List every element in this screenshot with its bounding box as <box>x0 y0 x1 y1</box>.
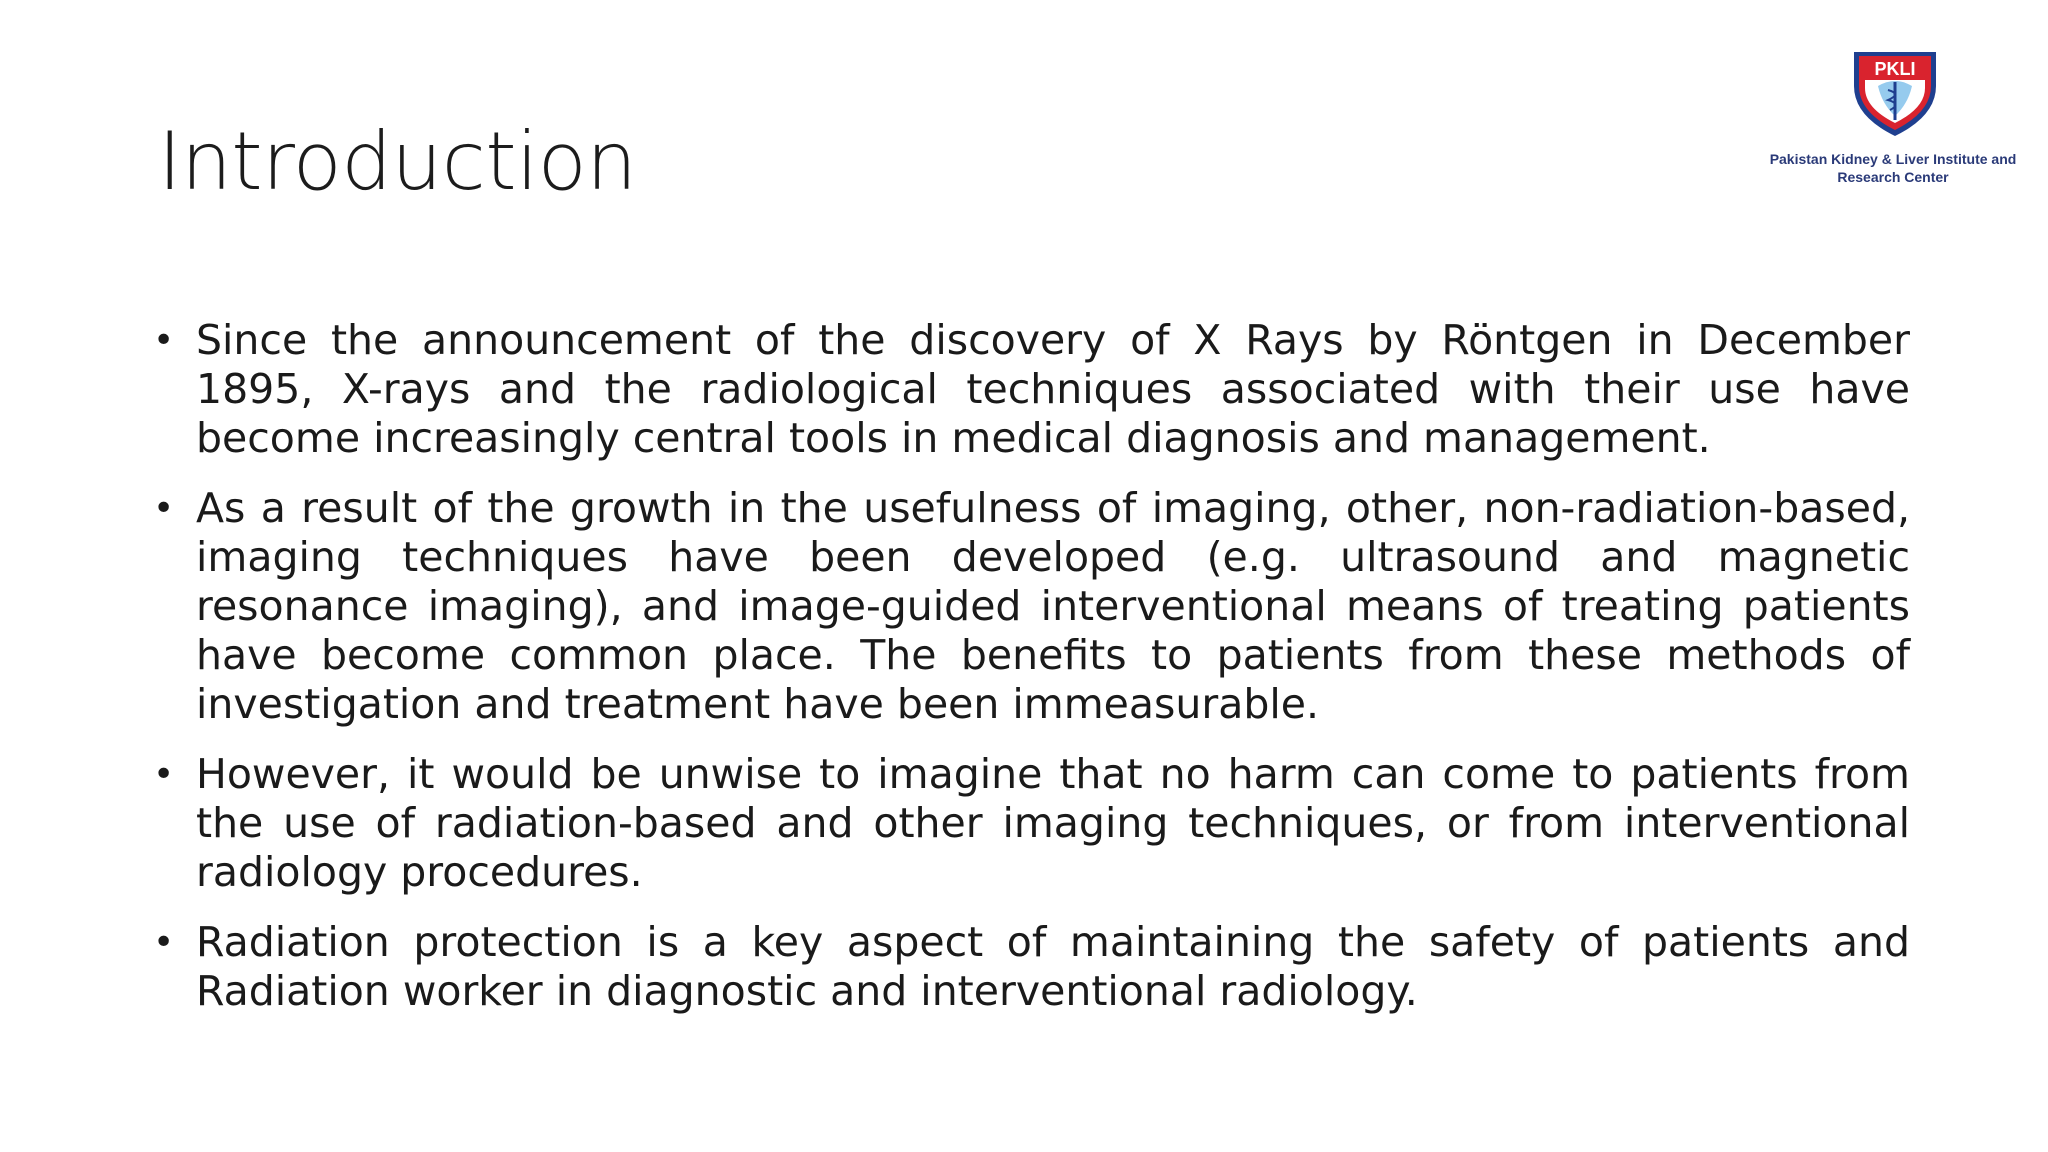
bullet-text: Since the announcement of the discovery of X Rays by Röntgen in December 1895, X-rays and the radiological techniques associated with their use have become increasingly central tools in medical diagnosis and management. <box>196 316 1910 462</box>
bullet-marker: • <box>153 320 175 361</box>
logo-caption <box>1752 150 2034 186</box>
bullet-list <box>150 316 1910 1037</box>
bullet-item <box>150 750 1910 897</box>
bullet-item <box>150 316 1910 463</box>
bullet-item <box>150 918 1910 1016</box>
bullet-marker: • <box>153 922 175 963</box>
bullet-text: As a result of the growth in the usefulness of imaging, other, non-radiation-based, imaging techniques have been developed (e.g. ultrasound and magnetic resonance imaging), and image-guided interventional means of treating patients have become common place. The benefits to patients from these methods of investigation and treatment have been immeasurable. <box>196 484 1910 728</box>
logo-emblem-text: PKLI <box>1874 59 1916 79</box>
bullet-text: Radiation protection is a key aspect of maintaining the safety of patients and Radiation worker in diagnostic and interventional radiology. <box>196 918 1910 1015</box>
pkli-logo <box>1752 46 2034 196</box>
bullet-marker: • <box>153 754 175 795</box>
bullet-text: However, it would be unwise to imagine that no harm can come to patients from the use of radiation-based and other imaging techniques, or from interventional radiology procedures. <box>196 750 1910 896</box>
bullet-marker: • <box>153 488 175 529</box>
logo-caption-line-1: Pakistan Kidney & Liver Institute and <box>1769 151 2017 167</box>
bullet-item <box>150 484 1910 729</box>
slide-title: Introduction <box>158 115 637 208</box>
logo-caption-line-2: Research Center <box>1837 169 1949 185</box>
pkli-shield-icon <box>1848 46 1942 138</box>
